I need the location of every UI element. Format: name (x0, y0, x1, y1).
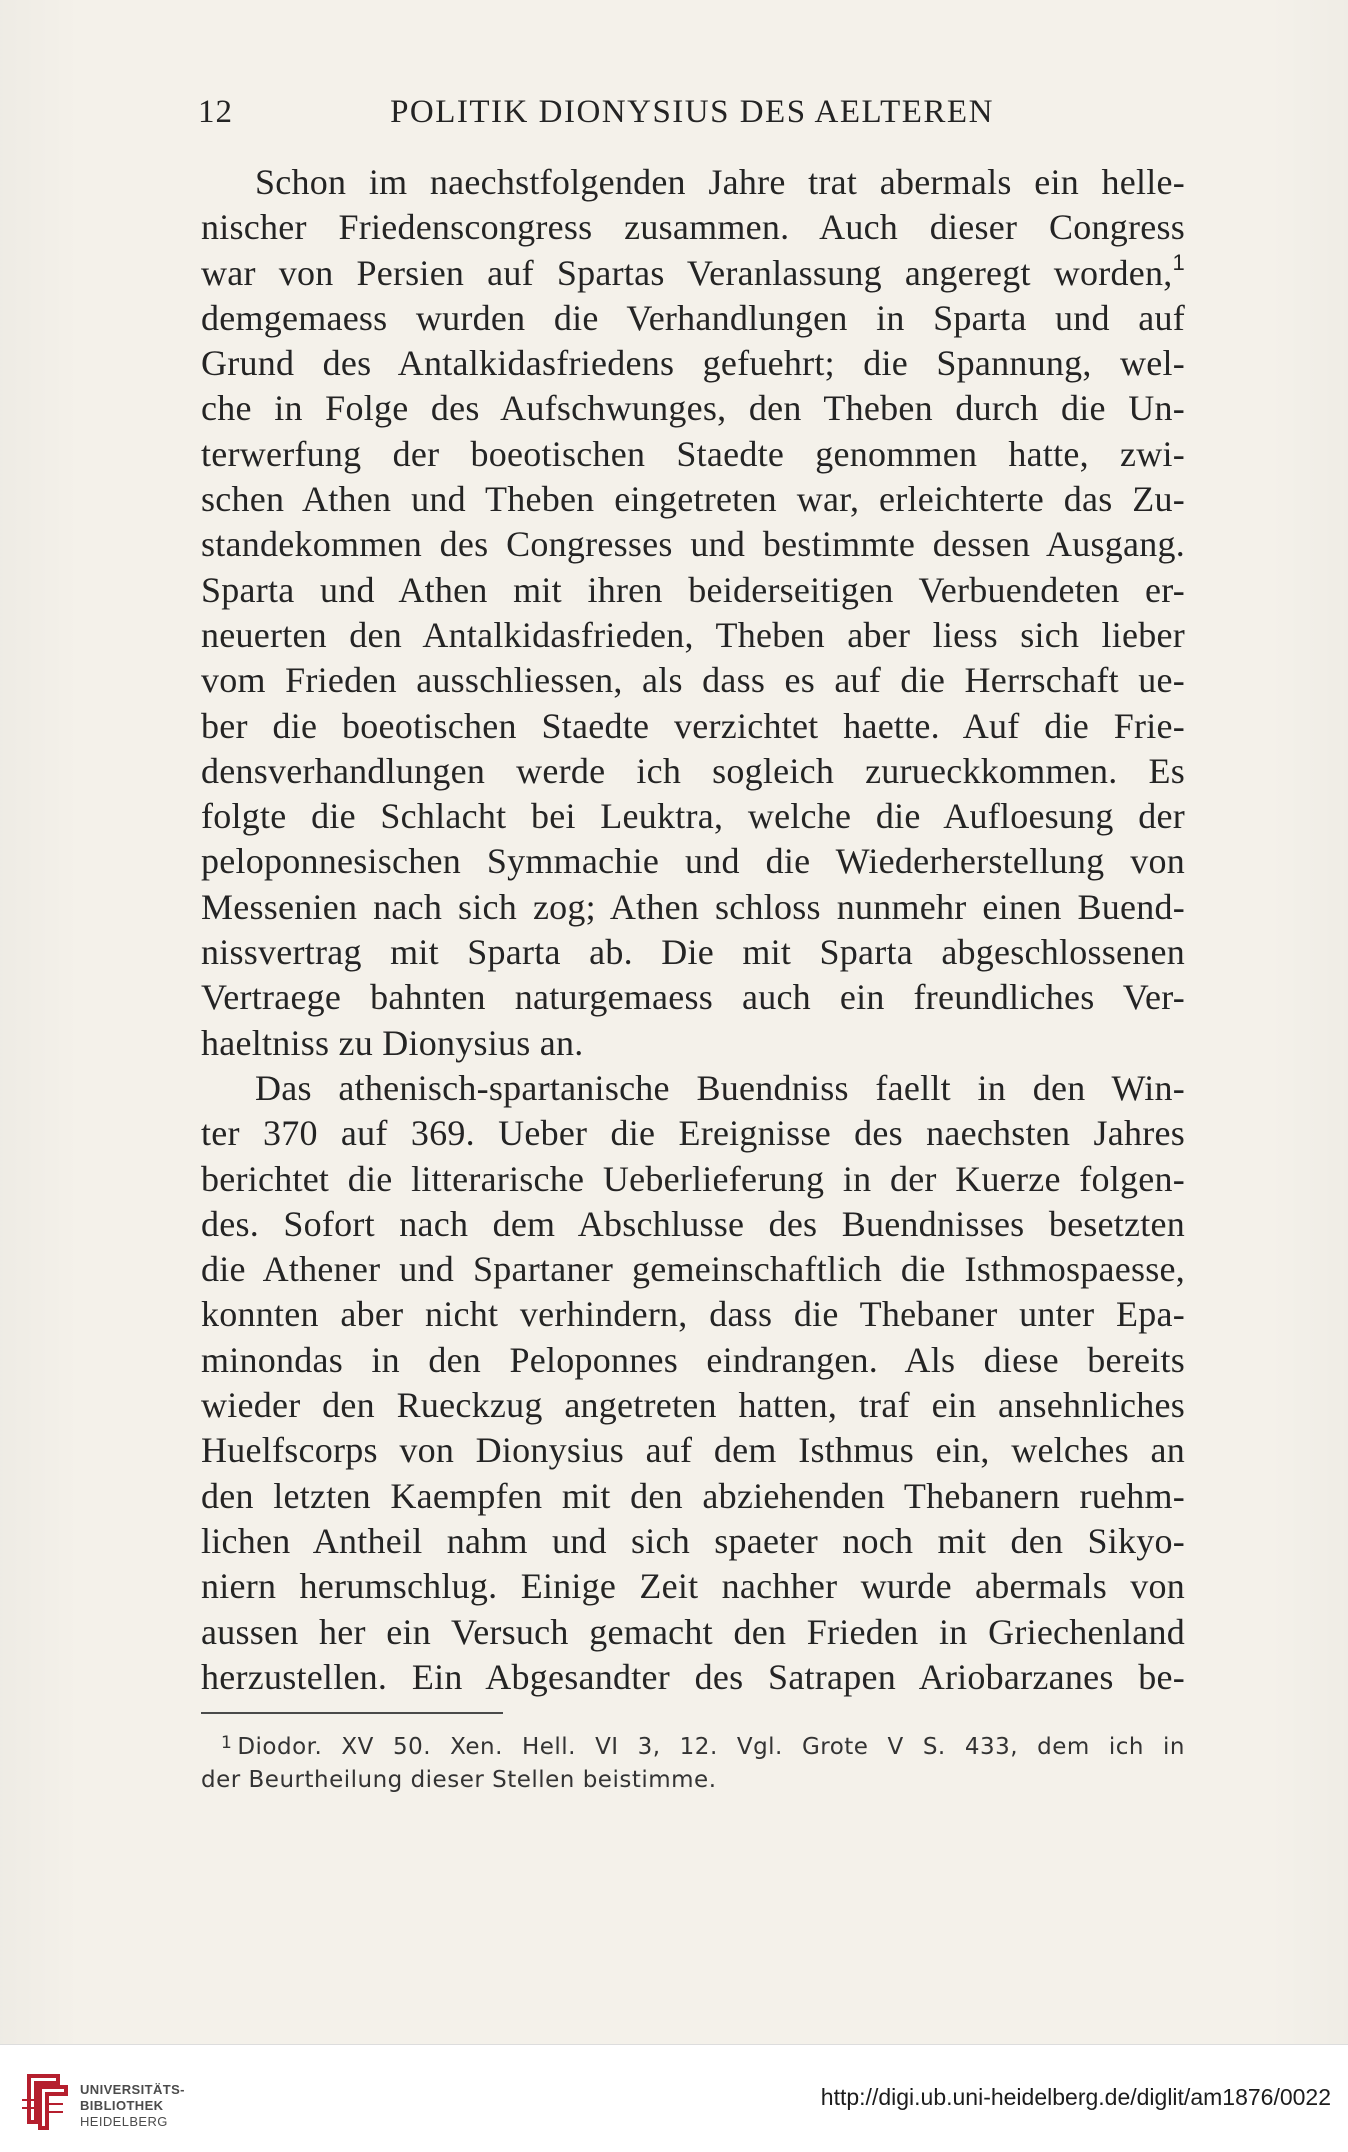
text-line: ber die boeotischen Staedte verzichtet haette. Auf die Frie- (201, 705, 1185, 746)
text-line: minondas in den Peloponnes eindrangen. Als diese bereits (201, 1339, 1185, 1380)
page-header (198, 94, 1186, 138)
footnote-line: der Beurtheilung dieser Stellen beistimme. (201, 1767, 717, 1793)
text-line: Grund des Antalkidasfriedens gefuehrt; die Spannung, wel- (201, 343, 1185, 384)
text-line: Huelfscorps von Dionysius auf dem Isthmus ein, welches an (201, 1430, 1185, 1471)
footnote-mark: 1 (221, 1733, 233, 1753)
page-number: 12 (198, 94, 233, 130)
footnotes (201, 1731, 1185, 1797)
text-line: Schon im naechstfolgenden Jahre trat abermals ein helle- (255, 162, 1185, 202)
text-line: haeltniss zu Dionysius an. (201, 1022, 584, 1063)
text-line: Messenien nach sich zog; Athen schloss nunmehr einen Buend- (201, 886, 1185, 927)
text-line: vom Frieden ausschliessen, als dass es auf die Herrschaft ue- (201, 660, 1185, 701)
text-line: niern herumschlug. Einige Zeit nachher wurde abermals von (201, 1566, 1185, 1607)
text-line: standekommen des Congresses und bestimmte dessen Ausgang. (201, 524, 1185, 565)
text-line: aussen her ein Versuch gemacht den Frieden in Griechenland (201, 1611, 1185, 1652)
text-line: che in Folge des Aufschwunges, den Theben durch die Un- (201, 388, 1185, 429)
text-line: densverhandlungen werde ich sogleich zurueckkommen. Es (201, 750, 1185, 791)
library-name: UNIVERSITÄTS- BIBLIOTHEK HEIDELBERG (80, 2082, 185, 2129)
digital-copy-url[interactable]: http://digi.ub.uni-heidelberg.de/diglit/am1876/0022 (820, 2084, 1331, 2110)
text-line: terwerfung der boeotischen Staedte genommen hatte, zwi- (201, 433, 1185, 474)
text-line: des. Sofort nach dem Abschlusse des Buendnisses besetzten (201, 1203, 1185, 1244)
footnote-reference: 1 (1172, 249, 1185, 275)
text-line: den letzten Kaempfen mit den abziehenden Thebanern ruehm- (201, 1475, 1185, 1516)
digital-library-footer (0, 2044, 1348, 2152)
text-line: demgemaess wurden die Verhandlungen in Sparta und auf (201, 297, 1185, 338)
text-line: nischer Friedenscongress zusammen. Auch dieser Congress (201, 207, 1185, 248)
text-line: wieder den Rueckzug angetreten hatten, traf ein ansehnliches (201, 1385, 1185, 1426)
footnote-divider (201, 1712, 503, 1714)
running-head: POLITIK DIONYSIUS DES AELTEREN (390, 94, 994, 130)
text-line: konnten aber nicht verhindern, dass die Thebaner unter Epa- (201, 1294, 1185, 1335)
text-line: peloponnesischen Symmachie und die Wiederherstellung von (201, 841, 1185, 882)
text-line: schen Athen und Theben eingetreten war, erleichterte das Zu- (201, 479, 1185, 520)
text-line: ter 370 auf 369. Ueber die Ereignisse des naechsten Jahres (201, 1113, 1185, 1154)
text-line: Sparta und Athen mit ihren beiderseitigen Verbuendeten er- (201, 569, 1185, 610)
footnote-line: $^1$ Diodor. XV 50. Xen. Hell. VI 3, 12. Vgl. Grote V S. 433, dem ich in (221, 1733, 1185, 1760)
text-line: war von Persien auf Spartas Veranlassung angeregt worden,$^1$ (201, 249, 1185, 293)
text-line: Das athenisch-spartanische Buendniss faellt in den Win- (255, 1067, 1185, 1108)
text-line: nissvertrag mit Sparta ab. Die mit Sparta abgeschlossenen (201, 932, 1185, 973)
text-line: folgte die Schlacht bei Leuktra, welche die Aufloesung der (201, 796, 1185, 837)
text-line: herzustellen. Ein Abgesandter des Satrapen Ariobarzanes be- (201, 1656, 1185, 1697)
main-text (201, 160, 1185, 1700)
text-line: lichen Antheil nahm und sich spaeter noch mit den Sikyo- (201, 1520, 1185, 1561)
text-line: die Athener und Spartaner gemeinschaftlich die Isthmospaesse, (201, 1249, 1185, 1290)
text-line: Vertraege bahnten naturgemaess auch ein freundliches Ver- (201, 977, 1185, 1018)
text-line: neuerten den Antalkidasfrieden, Theben aber liess sich lieber (201, 614, 1185, 655)
university-library-logo-icon (18, 2070, 70, 2130)
text-line: berichtet die litterarische Ueberlieferung in der Kuerze folgen- (201, 1158, 1185, 1199)
